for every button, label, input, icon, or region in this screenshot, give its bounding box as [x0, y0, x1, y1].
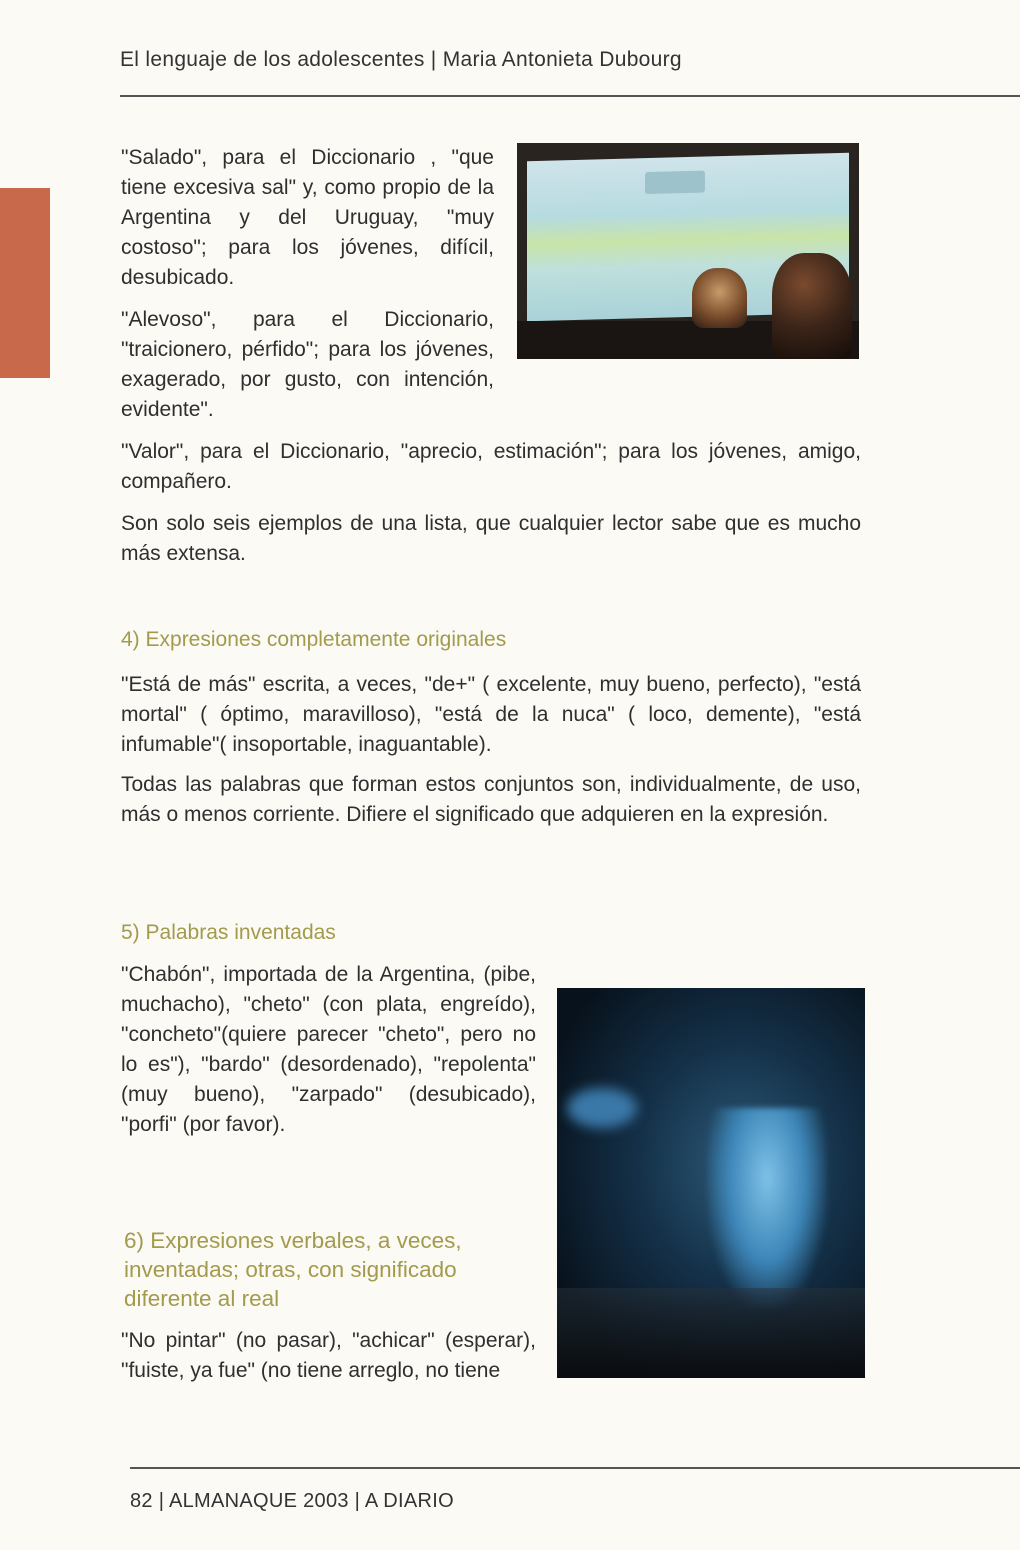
paragraph-chabon: "Chabón", importada de la Argentina, (pibe, muchacho), "cheto" (con plata, engreído), "concheto"(quiere parecer "cheto", pero no lo es"), "bardo" (desordenado), "repolenta" (muy bueno), "zarpado" (desubicado), "porfi" (por favor).	[121, 963, 536, 1136]
paragraph-seis-ejemplos: Son solo seis ejemplos de una lista, que cualquier lector sabe que es mucho más extensa.	[121, 512, 861, 565]
section-heading-6: 6) Expresiones verbales, a veces, inventadas; otras, con significado diferente al real	[124, 1228, 462, 1311]
side-color-bar	[0, 188, 50, 378]
person-silhouette	[772, 253, 852, 359]
photo-blue-figure	[557, 988, 865, 1378]
header-rule	[120, 95, 1020, 97]
paragraph-alevoso: "Alevoso", para el Diccionario, "traicionero, pérfido"; para los jóvenes, exagerado, por gusto, con intención, evidente".	[121, 308, 494, 421]
paragraph-todas-las-palabras: Todas las palabras que forman estos conjuntos son, individualmente, de uso, más o menos corriente. Difiere el significado que adquieren en la expresión.	[121, 773, 861, 826]
person-silhouette	[692, 268, 747, 328]
footer-rule	[130, 1467, 1020, 1469]
screen-detail	[645, 171, 705, 195]
blurred-arm	[567, 1088, 637, 1128]
paragraph-salado: "Salado", para el Diccionario , "que tiene excesiva sal" y, como propio de la Argentina y del Uruguay, "muy costoso"; para los jóvenes, difícil, desubicado.	[121, 146, 494, 289]
paragraph-valor: "Valor", para el Diccionario, "aprecio, estimación"; para los jóvenes, amigo, compañero.	[121, 440, 861, 493]
section-heading-4: 4) Expresiones completamente originales	[121, 628, 507, 651]
floor-shadow	[557, 1288, 865, 1378]
blurred-figure	[707, 1108, 827, 1308]
photo-projection-screen	[517, 143, 859, 359]
paragraph-no-pintar: "No pintar" (no pasar), "achicar" (esperar), "fuiste, ya fue" (no tiene arreglo, no tiene	[121, 1329, 536, 1382]
running-header: El lenguaje de los adolescentes | Maria Antonieta Dubourg	[120, 48, 682, 71]
page-footer: 82 | ALMANAQUE 2003 | A DIARIO	[130, 1490, 454, 1512]
section-heading-5: 5) Palabras inventadas	[121, 921, 336, 944]
paragraph-esta-de-mas: "Está de más" escrita, a veces, "de+" ( excelente, muy bueno, perfecto), "está mortal" ( óptimo, maravilloso), "está de la nuca" ( loco, demente), "está infumable"( insoportable, inaguantable).	[121, 673, 861, 756]
